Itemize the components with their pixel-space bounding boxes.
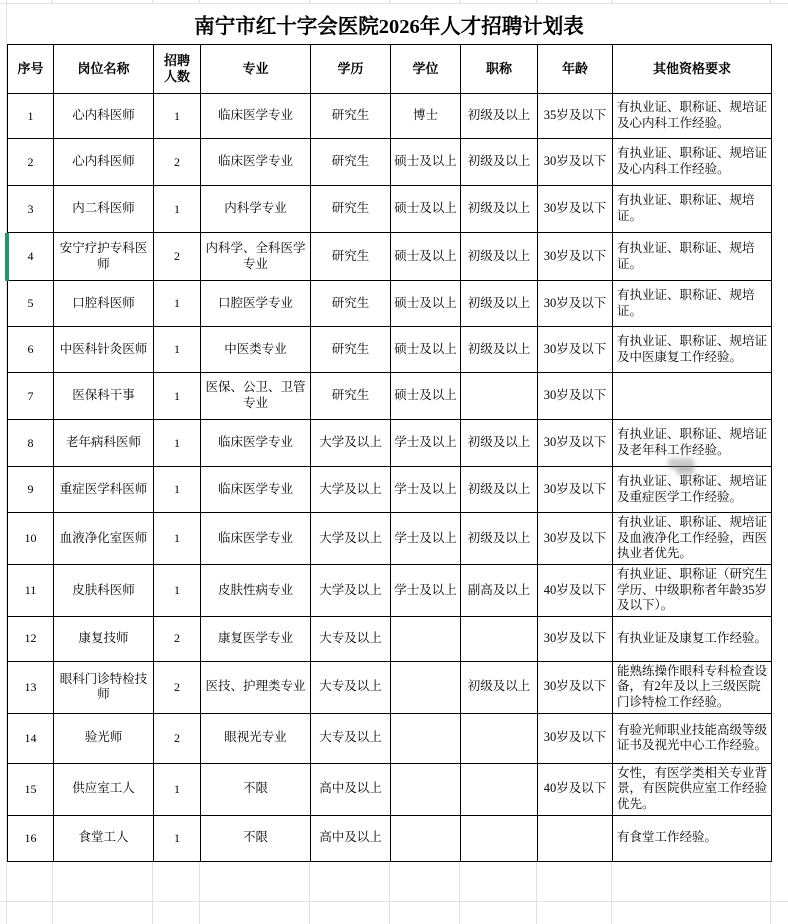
table-row[interactable] [8,467,772,513]
row-cell-age[interactable]: 30岁及以下 [538,186,613,233]
row-cell-title-rank[interactable] [461,713,538,763]
row-cell-position[interactable]: 重症医学科医师 [54,467,154,513]
row-cell-position[interactable]: 中医科针灸医师 [54,327,154,373]
table-row[interactable] [8,616,772,661]
row-cell-degree[interactable]: 硕士及以上 [391,327,461,373]
row-cell-degree[interactable]: 学士及以上 [391,513,461,565]
row-cell-other[interactable]: 有执业证、职称证、规培证及中医康复工作经验。 [613,327,772,373]
row-cell-other[interactable]: 有食堂工作经验。 [613,815,772,861]
table-row[interactable] [8,420,772,467]
row-cell-major[interactable]: 内科学、全科医学专业 [201,233,311,281]
row-cell-position[interactable]: 验光师 [54,713,154,763]
row-cell-age[interactable]: 30岁及以下 [538,616,613,661]
row-cell-other[interactable]: 能熟练操作眼科专科检查设备，有2年及以上三级医院门诊特检工作经验。 [613,661,772,713]
row-cell-degree[interactable] [391,713,461,763]
row-cell-index[interactable]: 3 [8,186,54,233]
row-cell-education[interactable]: 大专及以上 [311,713,391,763]
row-cell-position[interactable]: 供应室工人 [54,763,154,815]
row-cell-position[interactable]: 康复技师 [54,616,154,661]
row-cell-index[interactable]: 11 [8,564,54,616]
row-cell-degree[interactable]: 硕士及以上 [391,186,461,233]
row-cell-major[interactable]: 不限 [201,815,311,861]
row-cell-major[interactable]: 口腔医学专业 [201,281,311,327]
row-cell-title-rank[interactable] [461,616,538,661]
row-cell-degree[interactable]: 硕士及以上 [391,373,461,420]
table-row[interactable] [8,186,772,233]
table-row[interactable] [8,815,772,861]
row-cell-index[interactable]: 6 [8,327,54,373]
row-cell-degree[interactable] [391,616,461,661]
column-header-headcount-line1: 招聘 [163,52,190,68]
row-cell-major[interactable]: 皮肤性病专业 [201,564,311,616]
row-cell-age[interactable]: 30岁及以下 [538,373,613,420]
table-row[interactable] [8,281,772,327]
row-cell-education[interactable]: 研究生 [311,139,391,186]
row-cell-other[interactable]: 有执业证及康复工作经验。 [613,616,772,661]
row-cell-title-rank[interactable]: 初级及以上 [461,94,538,139]
row-cell-headcount[interactable]: 2 [154,713,201,763]
row-cell-major[interactable]: 临床医学专业 [201,467,311,513]
row-cell-index[interactable]: 10 [8,513,54,565]
column-header-education[interactable]: 学历 [311,45,391,94]
row-cell-other[interactable]: 有执业证、职称证、规培证。 [613,233,772,281]
row-cell-headcount[interactable]: 1 [154,281,201,327]
table-header-row [8,45,772,94]
row-cell-index[interactable]: 16 [8,815,54,861]
row-cell-education[interactable]: 大专及以上 [311,616,391,661]
row-cell-index[interactable]: 1 [8,94,54,139]
row-cell-position[interactable]: 血液净化室医师 [54,513,154,565]
row-cell-age[interactable]: 40岁及以下 [538,564,613,616]
row-cell-major[interactable]: 内科学专业 [201,186,311,233]
row-cell-major[interactable]: 临床医学专业 [201,513,311,565]
row-cell-title-rank[interactable]: 初级及以上 [461,186,538,233]
row-cell-degree[interactable]: 硕士及以上 [391,139,461,186]
row-cell-title-rank[interactable]: 初级及以上 [461,661,538,713]
row-cell-headcount[interactable]: 1 [154,327,201,373]
row-cell-index[interactable]: 2 [8,139,54,186]
row-cell-index[interactable]: 5 [8,281,54,327]
row-cell-headcount[interactable]: 1 [154,186,201,233]
row-cell-major[interactable]: 临床医学专业 [201,94,311,139]
row-cell-major[interactable]: 医技、护理类专业 [201,661,311,713]
recruitment-plan-table[interactable] [7,44,772,862]
column-header-headcount-line2: 人数 [163,69,190,84]
row-cell-other[interactable]: 有执业证、职称证（研究生学历、中级职称者年龄35岁及以下）。 [613,564,772,616]
row-cell-headcount[interactable]: 1 [154,373,201,420]
row-cell-headcount[interactable]: 1 [154,94,201,139]
row-cell-major[interactable]: 医保、公卫、卫管专业 [201,373,311,420]
row-cell-title-rank[interactable] [461,373,538,420]
row-cell-other[interactable]: 有执业证、职称证、规培证及心内科工作经验。 [613,139,772,186]
row-cell-age[interactable] [538,815,613,861]
column-header-major[interactable]: 专业 [201,45,311,94]
row-cell-education[interactable]: 大学及以上 [311,564,391,616]
row-cell-education[interactable]: 研究生 [311,186,391,233]
row-cell-title-rank[interactable]: 初级及以上 [461,420,538,467]
row-cell-headcount[interactable]: 1 [154,467,201,513]
row-cell-degree[interactable] [391,815,461,861]
row-cell-other[interactable]: 有执业证、职称证、规培证及血液净化工作经验，西医执业者优先。 [613,513,772,565]
row-cell-degree[interactable]: 学士及以上 [391,467,461,513]
row-cell-major[interactable]: 中医类专业 [201,327,311,373]
row-cell-education[interactable]: 大学及以上 [311,420,391,467]
column-header-position[interactable]: 岗位名称 [54,45,154,94]
row-cell-position[interactable]: 食堂工人 [54,815,154,861]
row-cell-education[interactable]: 大学及以上 [311,467,391,513]
row-cell-position[interactable]: 内二科医师 [54,186,154,233]
column-header-degree[interactable]: 学位 [391,45,461,94]
row-cell-title-rank[interactable]: 初级及以上 [461,467,538,513]
table-row[interactable] [8,373,772,420]
row-cell-age[interactable]: 30岁及以下 [538,281,613,327]
row-cell-education[interactable]: 研究生 [311,233,391,281]
row-cell-education[interactable]: 大学及以上 [311,513,391,565]
row-cell-education[interactable]: 研究生 [311,94,391,139]
row-cell-position[interactable]: 口腔科医师 [54,281,154,327]
table-row[interactable] [8,327,772,373]
row-cell-title-rank[interactable]: 初级及以上 [461,327,538,373]
row-cell-position[interactable]: 眼科门诊特检技师 [54,661,154,713]
row-cell-major[interactable]: 临床医学专业 [201,420,311,467]
row-cell-position[interactable]: 心内科医师 [54,94,154,139]
row-cell-title-rank[interactable]: 副高及以上 [461,564,538,616]
row-cell-title-rank[interactable] [461,763,538,815]
row-cell-index[interactable]: 12 [8,616,54,661]
page-title: 南宁市红十字会医院2026年人才招聘计划表 [194,16,584,38]
row-cell-index[interactable]: 4 [8,233,54,281]
row-cell-position[interactable]: 医保科干事 [54,373,154,420]
document-title-cell[interactable] [7,4,771,44]
row-cell-age[interactable]: 30岁及以下 [538,467,613,513]
row-cell-major[interactable]: 康复医学专业 [201,616,311,661]
table-row[interactable] [8,661,772,713]
row-cell-education[interactable]: 研究生 [311,373,391,420]
row-cell-education[interactable]: 高中及以上 [311,815,391,861]
row-cell-headcount[interactable]: 1 [154,513,201,565]
table-row[interactable] [8,139,772,186]
row-cell-major[interactable]: 眼视光专业 [201,713,311,763]
column-header-other[interactable]: 其他资格要求 [613,45,772,94]
row-cell-education[interactable]: 研究生 [311,327,391,373]
table-row[interactable] [8,513,772,565]
row-cell-headcount[interactable]: 1 [154,564,201,616]
row-cell-degree[interactable] [391,763,461,815]
row-cell-position[interactable]: 皮肤科医师 [54,564,154,616]
row-cell-index[interactable]: 7 [8,373,54,420]
row-cell-title-rank[interactable]: 初级及以上 [461,513,538,565]
row-cell-degree[interactable]: 硕士及以上 [391,233,461,281]
row-cell-age[interactable]: 30岁及以下 [538,661,613,713]
selected-row-accent [5,233,9,281]
row-cell-age[interactable]: 30岁及以下 [538,327,613,373]
row-cell-major[interactable]: 不限 [201,763,311,815]
row-cell-education[interactable]: 大专及以上 [311,661,391,713]
table-row[interactable] [8,233,772,281]
row-cell-education[interactable]: 研究生 [311,281,391,327]
row-cell-age[interactable]: 40岁及以下 [538,763,613,815]
row-cell-index[interactable]: 8 [8,420,54,467]
row-cell-index[interactable]: 14 [8,713,54,763]
row-cell-age[interactable]: 30岁及以下 [538,139,613,186]
row-cell-other[interactable]: 有执业证、职称证、规培证及心内科工作经验。 [613,94,772,139]
row-cell-degree[interactable]: 硕士及以上 [391,281,461,327]
row-cell-other[interactable]: 女性，有医学类相关专业背景，有医院供应室工作经验优先。 [613,763,772,815]
row-cell-headcount[interactable]: 2 [154,139,201,186]
column-header-index[interactable]: 序号 [8,45,54,94]
row-cell-degree[interactable]: 学士及以上 [391,564,461,616]
row-cell-other[interactable]: 有验光师职业技能高级等级证书及视光中心工作经验。 [613,713,772,763]
row-cell-age[interactable]: 35岁及以下 [538,94,613,139]
sheet-gridline-horizontal [0,901,788,902]
row-cell-degree[interactable]: 学士及以上 [391,420,461,467]
row-cell-title-rank[interactable]: 初级及以上 [461,281,538,327]
table-row[interactable] [8,713,772,763]
row-cell-title-rank[interactable] [461,815,538,861]
row-cell-headcount[interactable]: 2 [154,616,201,661]
row-cell-position[interactable]: 安宁疗护专科医师 [54,233,154,281]
row-cell-age[interactable]: 30岁及以下 [538,713,613,763]
column-header-age[interactable]: 年龄 [538,45,613,94]
row-cell-title-rank[interactable]: 初级及以上 [461,233,538,281]
table-body [8,94,772,862]
row-cell-position[interactable]: 心内科医师 [54,139,154,186]
row-cell-title-rank[interactable]: 初级及以上 [461,139,538,186]
row-cell-index[interactable]: 9 [8,467,54,513]
row-cell-degree[interactable]: 博士 [391,94,461,139]
row-cell-headcount[interactable]: 1 [154,763,201,815]
table-row[interactable] [8,763,772,815]
row-cell-major[interactable]: 临床医学专业 [201,139,311,186]
row-cell-other[interactable]: 有执业证、职称证、规培证。 [613,281,772,327]
row-cell-age[interactable]: 30岁及以下 [538,420,613,467]
column-header-headcount[interactable] [154,45,201,94]
row-cell-position[interactable]: 老年病科医师 [54,420,154,467]
row-cell-index[interactable]: 15 [8,763,54,815]
row-cell-other[interactable]: 有执业证、职称证、规培证及重症医学工作经验。 [613,467,772,513]
row-cell-other[interactable]: 有执业证、职称证、规培证。 [613,186,772,233]
column-header-title-rank[interactable]: 职称 [461,45,538,94]
row-cell-index[interactable]: 13 [8,661,54,713]
row-cell-other[interactable]: 有执业证、职称证、规培证及老年科工作经验。 [613,420,772,467]
row-cell-headcount[interactable]: 1 [154,420,201,467]
row-cell-age[interactable]: 30岁及以下 [538,513,613,565]
row-cell-headcount[interactable]: 2 [154,661,201,713]
row-cell-education[interactable]: 高中及以上 [311,763,391,815]
row-cell-headcount[interactable]: 1 [154,815,201,861]
table-row[interactable] [8,94,772,139]
row-cell-headcount[interactable]: 2 [154,233,201,281]
table-row[interactable] [8,564,772,616]
row-cell-degree[interactable] [391,661,461,713]
row-cell-age[interactable]: 30岁及以下 [538,233,613,281]
row-cell-other[interactable] [613,373,772,420]
